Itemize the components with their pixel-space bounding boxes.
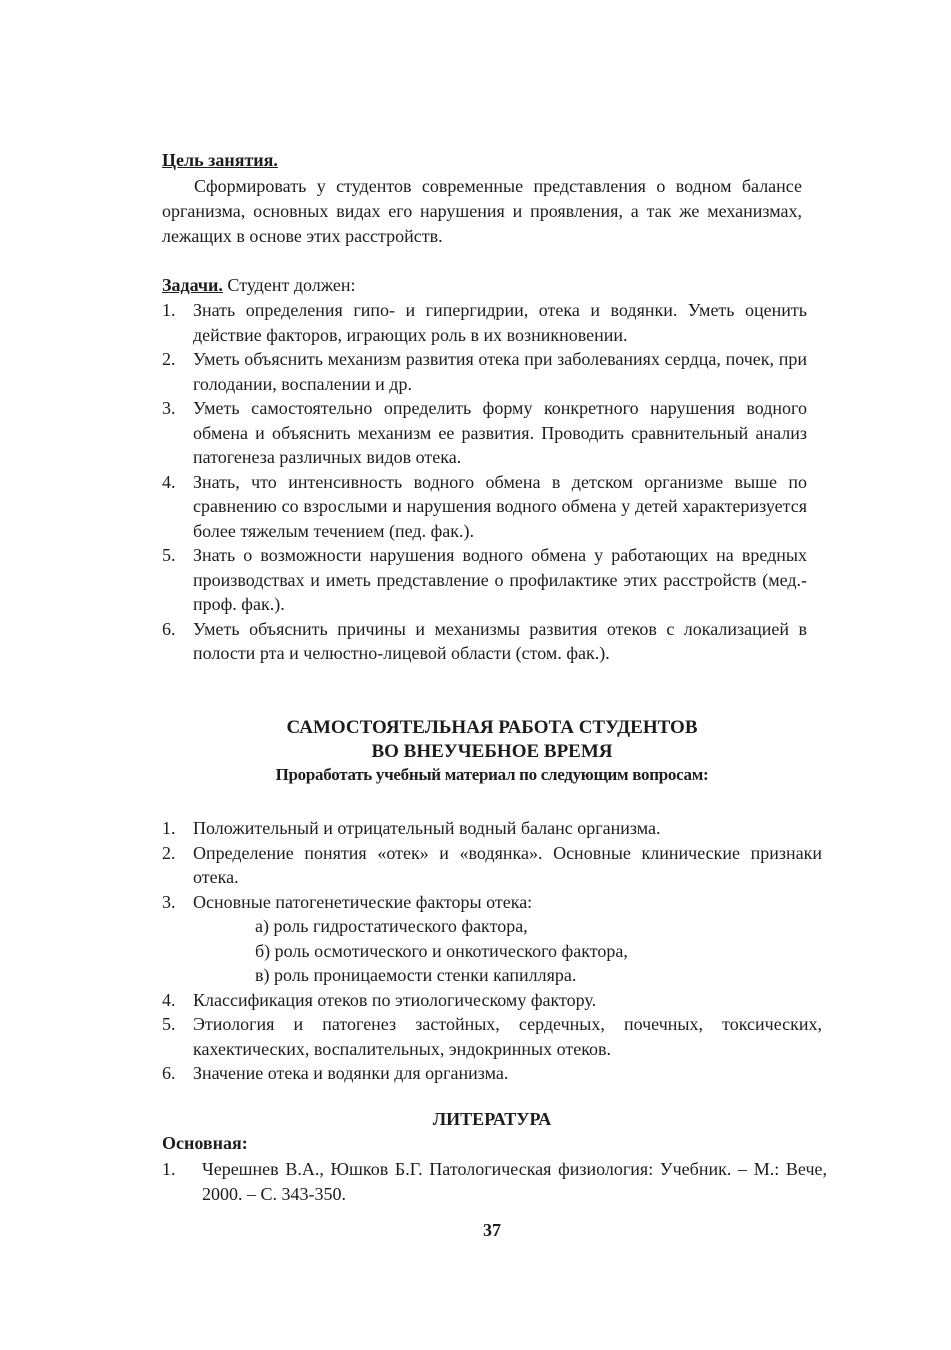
questions-list (162, 816, 822, 1086)
list-item (162, 347, 807, 396)
list-item (162, 543, 807, 617)
sub-item: а) роль гидростатического фактора, (255, 916, 528, 936)
literature-subtitle: Основная: (162, 1133, 248, 1153)
item-text: Основные патогенетические факторы отека: (193, 891, 533, 912)
item-text: Этиология и патогенез застойных, сердечных, почечных, токсических, кахектических, воспалительных, эндокринных отеков. (193, 1014, 822, 1059)
list-item (162, 617, 807, 666)
list-item (162, 1157, 827, 1206)
literature-list (162, 1157, 827, 1206)
item-number: 3. (162, 891, 176, 912)
item-text: Положительный и отрицательный водный баланс организма. (193, 818, 661, 838)
item-number: 2. (162, 349, 176, 369)
goal-heading: Цель занятия. (162, 150, 278, 170)
item-number: 4. (162, 471, 176, 492)
item-number: 5. (162, 545, 176, 565)
item-text: Уметь объяснить причины и механизмы развития отеков с локализацией в полости рта и челюстно-лицевой области (стом. фак.). (193, 618, 807, 663)
page-number: 37 (483, 1220, 501, 1240)
item-text: Уметь объяснить механизм развития отека при заболеваниях сердца, почек, при голодании, воспалении и др. (193, 349, 807, 394)
tasks-heading-label: Задачи. (162, 275, 223, 295)
item-text: Знать, что интенсивность водного обмена в детском организме выше по сравнению со взрослыми и нарушения водного обмена у детей характеризуется более тяжелым течением (пед. фак.). (193, 471, 807, 541)
sub-item: б) роль осмотического и онкотического фактора, (255, 940, 628, 961)
list-item (162, 1012, 822, 1061)
sub-item: в) роль проницаемости стенки капилляра. (255, 965, 577, 985)
tasks-heading-suffix: Студент должен: (227, 275, 356, 295)
list-item (162, 816, 822, 841)
item-number: 6. (162, 1063, 176, 1083)
item-number: 1. (162, 818, 176, 838)
item-text: Знать о возможности нарушения водного обмена у работающих на вредных производствах и иметь представление о профилактике этих расстройств (мед.-проф. фак.). (193, 545, 807, 614)
item-number: 4. (162, 989, 176, 1010)
tasks-list (162, 298, 807, 666)
item-text: Черешнев В.А., Юшков Б.Г. Патологическая физиология: Учебник. – М.: Вече, 2000. – С. 343-350. (202, 1159, 827, 1204)
list-item (162, 841, 822, 890)
item-text: Знать определения гипо- и гипергидрии, отека и водянки. Уметь оценить действие факторов, играющих роль в их возникновении. (193, 300, 807, 345)
item-number: 2. (162, 842, 176, 863)
item-number: 1. (162, 1159, 176, 1179)
tasks-heading (162, 275, 356, 296)
section-title-line1: САМОСТОЯТЕЛЬНАЯ РАБОТА СТУДЕНТОВ (286, 717, 698, 738)
list-item (162, 890, 822, 988)
item-number: 3. (162, 398, 176, 418)
goal-text: Сформировать у студентов современные представления о водном балансе организма, основных видах его нарушения и проявления, а так же механизмах, лежащих в основе этих расстройств. (162, 176, 802, 246)
item-text: Определение понятия «отек» и «водянка». Основные клинические признаки отека. (193, 842, 822, 887)
item-number: 6. (162, 618, 176, 639)
section-title-line2: ВО ВНЕУЧЕБНОЕ ВРЕМЯ (371, 741, 613, 762)
list-item (162, 396, 807, 470)
list-item (162, 1061, 822, 1086)
list-item (162, 470, 807, 544)
item-text: Классификация отеков по этиологическому фактору. (193, 989, 597, 1010)
item-text: Уметь самостоятельно определить форму конкретного нарушения водного обмена и объяснить механизм ее развития. Проводить сравнительный анализ патогенеза различных видов отека. (193, 398, 807, 467)
section-subtitle: Проработать учебный материал по следующим вопросам: (275, 765, 709, 784)
item-number: 5. (162, 1014, 176, 1034)
list-item (162, 298, 807, 347)
list-item (162, 988, 822, 1013)
item-text: Значение отека и водянки для организма. (193, 1063, 509, 1083)
item-number: 1. (162, 300, 176, 320)
literature-title: ЛИТЕРАТУРА (432, 1109, 552, 1129)
